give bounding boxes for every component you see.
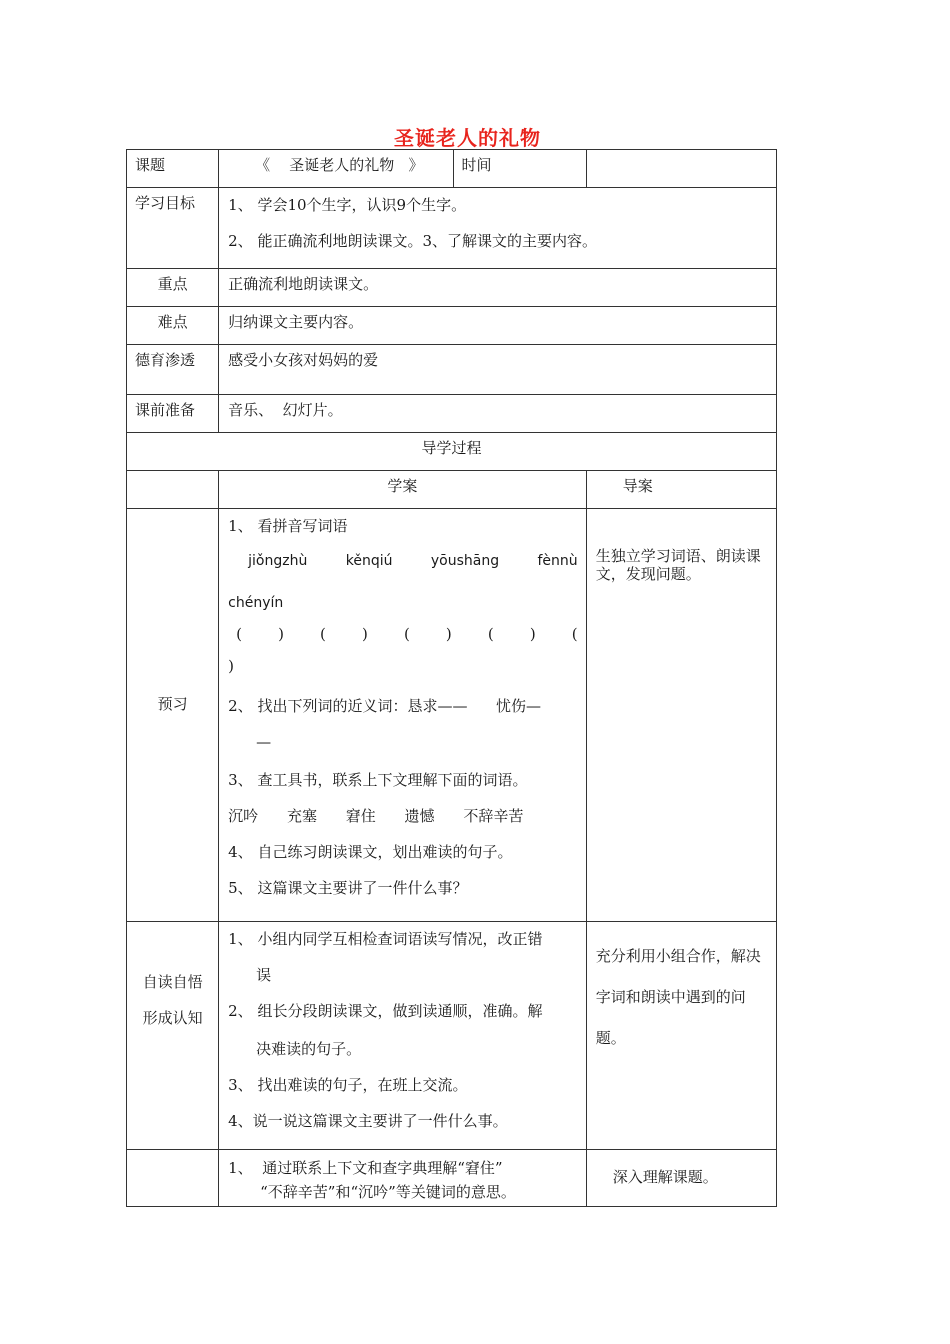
time-value [586,150,776,188]
paren-9: ( [571,625,578,643]
row-process-heading [127,433,777,471]
key-point-label: 重点 [127,269,219,307]
preview-item-4: 4、 自己练习朗读课文，划出难读的句子。 [228,843,513,861]
row-column-headers [127,471,777,509]
deep-label [127,1150,219,1207]
goal-line-1: 1、 学会10个生字，认识9个生字。 [228,196,467,214]
pinyin-row [228,553,578,595]
paren-1: ( [236,625,242,643]
vocab-word-5: 不辞辛苦 [463,807,524,825]
self-read-label-line-2: 形成认知 [142,1009,203,1027]
lesson-plan-table [126,149,777,1207]
difficulty-value: 归纳课文主要内容。 [219,307,777,345]
goals-label: 学习目标 [127,188,219,269]
lesson-label: 课题 [127,150,219,188]
row-preview [127,509,777,922]
preview-content [219,509,587,922]
paren-5: ( [403,625,410,643]
self-read-item-2: 2、 组长分段朗读课文，做到读通顺，准确。解 [228,1002,543,1020]
paren-7: ( [487,625,494,643]
self-read-item-1-cont: 误 [256,966,272,984]
row-goals [127,188,777,269]
paren-2: ) [278,625,284,643]
row-difficulty [127,307,777,345]
vocab-word-4: 遗憾 [404,807,435,825]
guide-column-header: 导案 [586,471,776,509]
row-moral [127,345,777,395]
paren-close: ) [228,657,234,675]
paren-3: ( [320,625,326,643]
prep-value: 音乐、 幻灯片。 [219,395,777,433]
blank-header-cell [127,471,219,509]
pinyin-2: kěnqiú [345,553,393,569]
self-read-item-4: 4、说一说这篇课文主要讲了一件什么事。 [228,1112,508,1130]
vocab-word-3: 窘住 [345,807,376,825]
pinyin-4: fènnù [537,553,578,569]
paren-6: ) [445,625,452,643]
preview-label: 预习 [127,509,219,922]
lesson-value: 《 圣诞老人的礼物 》 [219,150,453,188]
paren-4: ) [362,625,368,643]
preview-item-1: 1、 看拼音写词语 [228,517,348,535]
moral-value: 感受小女孩对妈妈的爱 [219,345,777,395]
pinyin-3: yōushāng [430,553,500,569]
vocab-word-1: 沉吟 [228,807,259,825]
self-read-content [219,922,587,1150]
paren-8: ) [529,625,536,643]
row-lesson [127,150,777,188]
self-read-label [127,922,219,1150]
preview-item-5: 5、 这篇课文主要讲了一件什么事？ [228,879,468,897]
process-heading: 导学过程 [127,433,777,471]
self-read-guide: 充分利用小组合作，解决字词和朗读中遇到的问题。 [586,922,776,1150]
key-point-value: 正确流利地朗读课文。 [219,269,777,307]
difficulty-label: 难点 [127,307,219,345]
study-column-header: 学案 [219,471,587,509]
row-self-read [127,922,777,1150]
prep-label: 课前准备 [127,395,219,433]
self-read-item-3: 3、 找出难读的句子，在班上交流。 [228,1076,468,1094]
preview-item-3: 3、 查工具书，联系上下文理解下面的词语。 [228,771,528,789]
deep-content [219,1150,587,1207]
row-deep-understanding [127,1150,777,1207]
document-title: 圣诞老人的礼物 [394,126,541,150]
goal-line-2: 2、 能正确流利地朗读课文。3、了解课文的主要内容。 [228,232,597,250]
self-read-item-1: 1、 小组内同学互相检查词语读写情况，改正错 [228,930,543,948]
row-key-point [127,269,777,307]
preview-item-2-cont: — [256,733,272,751]
answer-blanks-row [228,625,578,657]
moral-label: 德育渗透 [127,345,219,395]
self-read-label-line-1: 自读自悟 [142,973,203,991]
self-read-item-2-cont: 决难读的句子。 [256,1040,362,1058]
deep-item-1: 1、 通过联系上下文和查字典理解“窘住” [228,1159,503,1177]
vocab-word-2: 充塞 [286,807,317,825]
deep-guide: 深入理解课题。 [586,1150,776,1207]
preview-guide: 生独立学习词语、朗读课文，发现问题。 [586,509,776,922]
goals-content [219,188,777,269]
time-label: 时间 [453,150,586,188]
deep-item-1-cont: “不辞辛苦”和“沉吟”等关键词的意思。 [260,1183,516,1201]
pinyin-1: jiǒngzhù [248,553,308,569]
row-prep [127,395,777,433]
vocab-words [228,807,578,843]
preview-item-2: 2、 找出下列词的近义词：恳求—— 忧伤— [228,697,542,715]
pinyin-last: chényín [228,595,284,611]
